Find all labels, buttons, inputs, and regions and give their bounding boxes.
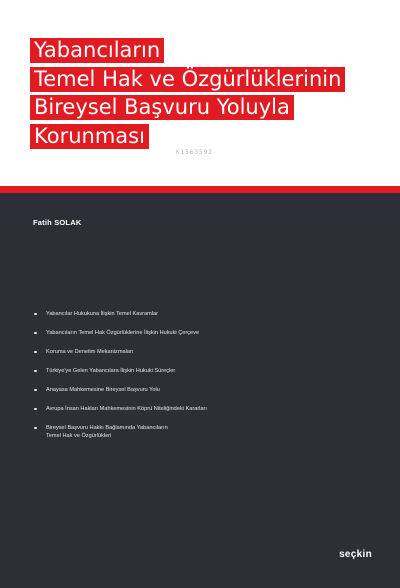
topics-list xyxy=(34,310,334,451)
bullet-dot-icon xyxy=(34,370,37,373)
topic-item: Yabancılar Hukukuna İlişkin Temel Kavramlar xyxy=(34,310,334,318)
book-title-line: Temel Hak ve Özgürlüklerinin xyxy=(30,65,345,94)
topic-item: Yabancıların Temel Hak Özgürlüklerine İlişkin Hukuki Çerçeve xyxy=(34,329,334,337)
bullet-dot-icon xyxy=(34,427,37,430)
topic-item: Koruma ve Denetim Mekanizmaları xyxy=(34,348,334,356)
topic-item: Avrupa İnsan Hakları Mahkemesinin Köprü Niteliğindeki Kararları xyxy=(34,405,334,413)
book-title xyxy=(30,36,345,150)
topic-item: Bireysel Başvuru Hakkı Bağlamında Yabancıların Temel Hak ve Özgürlükleri xyxy=(34,424,334,440)
bullet-dot-icon xyxy=(34,332,37,335)
publisher-logo: seçkin xyxy=(339,549,372,560)
book-title-line: Bireysel Başvuru Yoluyla xyxy=(30,93,345,122)
bullet-dot-icon xyxy=(34,389,37,392)
bullet-dot-icon xyxy=(34,313,37,316)
product-code: K1563592 xyxy=(176,149,213,156)
topic-item: Anayasa Mahkemesine Bireysel Başvuru Yolu xyxy=(34,386,334,394)
bullet-dot-icon xyxy=(34,351,37,354)
red-divider-band xyxy=(0,186,400,193)
bullet-dot-icon xyxy=(34,408,37,411)
topic-item: Türkiye'ye Gelen Yabancılara İlişkin Hukuki Süreçler xyxy=(34,367,334,375)
book-title-line: Yabancıların xyxy=(30,36,345,65)
cover-top-panel xyxy=(0,0,400,186)
book-title-line: Korunması xyxy=(30,122,345,151)
author-name: Fatih SOLAK xyxy=(33,218,82,227)
